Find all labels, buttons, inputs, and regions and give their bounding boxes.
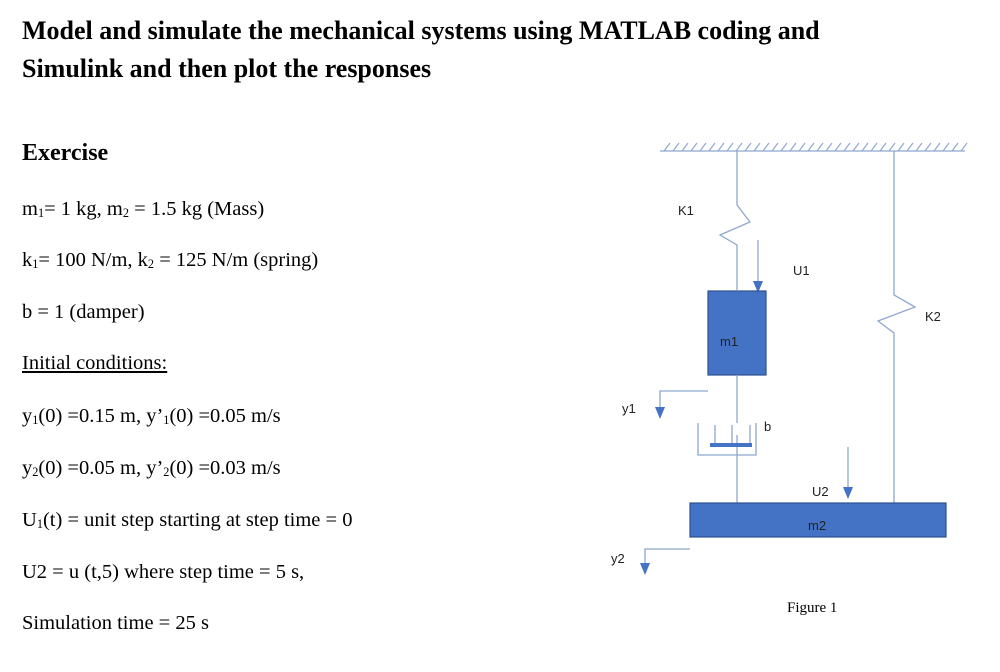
displacement-y2 <box>640 549 690 575</box>
ceiling-hatch-mark <box>835 143 841 151</box>
label-u2: U2 <box>812 484 829 499</box>
ceiling-hatch-mark <box>718 143 724 151</box>
ceiling <box>660 143 967 151</box>
displacement-y1 <box>655 391 708 419</box>
ceiling-hatch-mark <box>889 143 895 151</box>
ceiling-hatch-mark <box>817 143 823 151</box>
ceiling-hatch-mark <box>709 143 715 151</box>
ceiling-hatch-mark <box>673 143 679 151</box>
input-u1: $U_1(t)$ = unit step starting at step time = 0 <box>22 509 353 531</box>
force-arrow-u2 <box>843 447 853 499</box>
label-m2: m2 <box>808 518 827 533</box>
title-line-2: Simulink and then plot the responses <box>22 54 432 83</box>
ceiling-hatch-mark <box>907 143 913 151</box>
ceiling-hatch-mark <box>790 143 796 151</box>
label-k1: K1 <box>678 203 694 218</box>
label-k2: K2 <box>925 309 941 324</box>
ceiling-hatch-mark <box>880 143 886 151</box>
title-line-1: Model and simulate the mechanical systems using MATLAB coding and <box>22 16 820 45</box>
ceiling-hatch-mark <box>700 143 706 151</box>
exercise-heading: Exercise <box>22 140 109 166</box>
ceiling-hatch-mark <box>961 143 967 151</box>
figure-caption: Figure 1 <box>787 600 838 616</box>
label-y2: y2 <box>611 551 625 566</box>
page-title <box>22 12 922 88</box>
ceiling-hatch-mark <box>853 143 859 151</box>
ceiling-hatch-mark <box>763 143 769 151</box>
ceiling-hatch-mark <box>862 143 868 151</box>
ceiling-hatch-mark <box>745 143 751 151</box>
input-u2: U2 = u (t,5) where step time = 5 s, <box>22 561 305 583</box>
ceiling-hatch-mark <box>736 143 742 151</box>
mass-parameters: $m_1= 1$ kg, $m_2 = 1.5$ kg (Mass) <box>22 198 265 220</box>
initial-condition-y1: $y_1(0) =0.15$ m, $y’_1(0) =0.05$ m/s <box>22 405 281 427</box>
spring-parameters: $k_1= 100$ N/m, $k_2 = 125$ N/m (spring) <box>22 249 319 271</box>
label-y1: y1 <box>622 401 636 416</box>
ceiling-hatch-mark <box>808 143 814 151</box>
damper-b <box>698 375 756 507</box>
force-arrow-u1 <box>753 240 763 293</box>
mass-m1 <box>708 291 766 375</box>
ceiling-hatch-mark <box>826 143 832 151</box>
ceiling-hatch-mark <box>682 143 688 151</box>
ceiling-hatch-mark <box>952 143 958 151</box>
ceiling-hatch-mark <box>844 143 850 151</box>
ceiling-hatch-mark <box>934 143 940 151</box>
ceiling-hatch-mark <box>943 143 949 151</box>
ceiling-hatch-mark <box>772 143 778 151</box>
ceiling-hatch-mark <box>871 143 877 151</box>
ceiling-hatch-mark <box>925 143 931 151</box>
ceiling-hatch-mark <box>916 143 922 151</box>
simulation-time: Simulation time = 25 s <box>22 612 209 634</box>
ceiling-hatch-mark <box>691 143 697 151</box>
ceiling-hatch-mark <box>664 143 670 151</box>
ceiling-hatch-mark <box>754 143 760 151</box>
label-b: b <box>764 419 772 434</box>
ceiling-hatch-mark <box>781 143 787 151</box>
spring-k1 <box>720 151 750 290</box>
damper-parameter: b = 1 (damper) <box>22 301 145 323</box>
ceiling-hatch-mark <box>898 143 904 151</box>
ceiling-hatch-mark <box>727 143 733 151</box>
label-u1: U1 <box>793 263 810 278</box>
label-m1: m1 <box>720 334 739 349</box>
ceiling-hatch-mark <box>799 143 805 151</box>
initial-condition-y2: $y_2(0) =0.05$ m, $y’_2(0) =0.03$ m/s <box>22 457 281 479</box>
initial-conditions-heading: Initial conditions: <box>22 352 168 374</box>
mass-spring-damper-diagram <box>600 125 980 625</box>
spring-k2 <box>878 151 915 503</box>
